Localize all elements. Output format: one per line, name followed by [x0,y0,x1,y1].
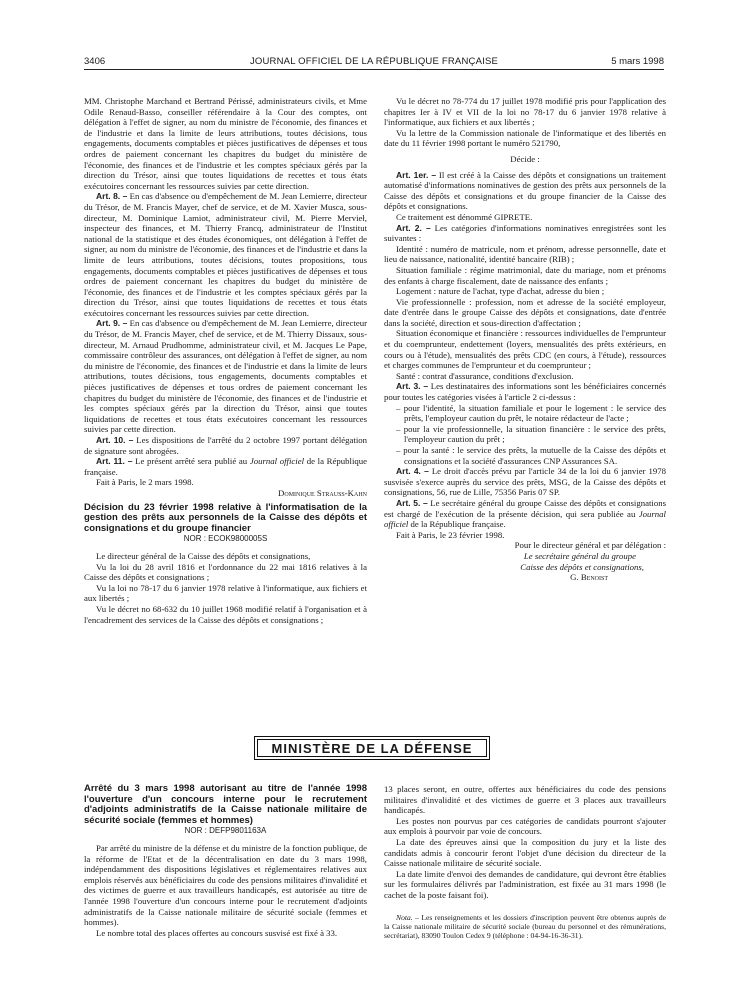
article-label: Art. 10. – [96,435,134,445]
article-3 [384,381,666,402]
ministry-heading: MINISTÈRE DE LA DÉFENSE [254,736,490,760]
paragraph: Vu la loi du 28 avril 1816 et l'ordonnance du 22 mai 1816 relatives à la Caisse des dépôts et consignations ; [84,561,367,583]
paragraph: Les postes non pourvus par ces catégories de candidats pourront s'ajouter aux emplois à pourvoir par voie de concours. [384,815,666,837]
signature-line: Caisse des dépôts et consignations, [520,561,644,572]
list-item: Vie professionnelle : profession, nom et adresse de la société employeur, date d'entrée dans le groupe Caisse des dépôts et consignations, date d'entrée dans la société, direction et sous-direction d'affectation ; [384,296,666,328]
list-item: Santé : contrat d'assurance, conditions d'exclusion. [396,370,574,381]
done-at: Fait à Paris, le 2 mars 1998. [96,477,194,488]
article-label: Art. 3. – [396,381,429,392]
decision-title: Décision du 23 février 1998 relative à l'informatisation de la gestion des prêts aux personnels de la Caisse des dépôts et consignations et du groupe financier [84,501,367,534]
signature-line: Le secrétaire général du groupe [523,550,636,561]
list-item: – pour la vie professionnelle, la situation financière : le service des prêts, l'employeur caution du prêt ; [396,423,666,445]
paragraph: 13 places seront, en outre, offertes aux bénéficiaires du code des pensions militaires d'invalidité et des victimes de guerre et 3 places aux travailleurs handicapés. [384,784,666,816]
article-10 [84,435,367,456]
paragraph: Vu le décret no 68-632 du 10 juillet 1968 modifié relatif à l'organisation et à l'encadrement des services de la Caisse des dépôts et consignations ; [84,603,367,625]
journal-name: Journal officiel [249,456,305,467]
list-item: – pour la santé : le service des prêts, la mutuelle de la Caisse des dépôts et consignations et la société d'assurances CNP Assurances SA. [396,445,666,466]
article-text: Les destinataires des informations sont les bénéficiaires concernés pour toutes les catégories visées à l'article 2 ci-dessus : [384,381,666,403]
list-item: Situation économique et financière : ressources individuelles de l'emprunteur et du coemprunteur, endettement (loyers, mensualités des prêts extérieurs, en cours ou à l'étude), mensualités des prêts CDC (en cours, à l'étude), ressources et charges communes de l'emprunteur et du coemprunteur ; [384,328,666,371]
article-label: Art. 4. – [396,466,429,477]
article-label: Art. 9. – [96,318,128,329]
article-text: Le présent arrêté sera publié au [132,456,250,467]
article-text: Il est créé à la Caisse des dépôts et consignations un traitement automatisé d'informations nominatives de gestion des prêts aux personnels de la Caisse des dépôts et consignations et du groupe financier de la Caisse des dépôts et consignations. [384,169,666,212]
left-column-bottom [84,784,367,938]
issue-date: 5 mars 1998 [611,56,664,67]
paragraph: Vu le décret no 78-774 du 17 juillet 1978 modifié pris pour l'application des chapitres Ier à IV et VII de la loi no 78-17 du 6 janvier 1978 relative à l'informatique, aux fichiers et aux libertés ; [384,96,666,128]
paragraph: MM. Christophe Marchand et Bertrand Périssé, administrateurs civils, et Mme Odile Renaud-Basso, conseiller référendaire à la Cour des comptes, ont délégation à l'effet de signer, au nom du ministre de l'économie, des finances et de l'industrie et dans la limite de leurs attributions, toutes décisions, tous engagements, documents comptables et pièces justificatives de dépenses et tous ordres de paiement concernant les chapitres du budget du ministère de l'économie, des finances et de l'industrie et les comptes spéciaux gérés par la direction du Trésor, ainsi que toutes liquidations de recettes et tous états exécutoires concernant les ressources suivies par cette direction. [84,96,367,191]
article-label: Art. 2. – [396,222,431,233]
list-item: – pour l'identité, la situation familiale et pour le logement : le service des prêts, l'employeur caution du prêt, le notaire rédacteur de l'acte ; [396,402,666,424]
article-text: Le secrétaire général du groupe Caisse des dépôts et consignations est chargé de l'exécution de la présente décision, qui sera publiée au [384,497,666,519]
nor-reference: NOR : DEFP9801163A [184,826,267,836]
paragraph: Ce traitement est dénommé GIPRETE. [396,211,533,222]
decide: Décide : [510,153,540,164]
paragraph: Le directeur général de la Caisse des dépôts et consignations, [96,550,311,561]
journal-title: JOURNAL OFFICIEL DE LA RÉPUBLIQUE FRANÇAISE [249,56,499,67]
paragraph: Le nombre total des places offertes au concours susvisé est fixé à 33. [96,927,338,938]
nor-reference: NOR : ECOK9800005S [183,534,268,544]
signature-line: Pour le directeur général et par délégation : [514,540,666,551]
article-5 [384,498,666,530]
article-text: de la République française. [84,456,368,477]
page-number: 3406 [84,56,106,67]
article-4 [384,466,666,498]
article-8 [84,191,367,318]
article-text: En cas d'absence ou d'empêchement de M. Jean Lemierre, directeur du Trésor, de M. Francis Mayer, chef de service, et de M. Thierry Dissaux, sous-directeur, M. Arnaud Prudhomme, administrateur civil, et M. Jacques Le Pape, commissaire contrôleur des assurances, ont délégation à l'effet de signer, au nom du ministre de l'économie, des finances et de l'industrie et dans la limite de leurs attributions, toutes décisions, tous engagements, documents comptables et pièces justificatives de dépenses et tous ordres de paiement concernant les chapitres du budget du ministère de l'économie, des finances et de l'industrie et les comptes spéciaux gérés par la direction du Trésor, ainsi que toutes liquidations de recettes et tous états exécutoires concernant les ressources suivies par cette direction. [84,318,368,435]
right-column-top [384,96,666,583]
article-text: Le droit d'accès prévu par l'article 34 de la loi du 6 janvier 1978 susvisée s'exerce auprès du service des prêts, MSG, de la Caisse des dépôts et consignations, 56, rue de Lille, 75356 Paris 07 SP. [384,466,666,498]
paragraph: La date limite d'envoi des demandes de candidature, qui devront être établies sur les formulaires délivrés par l'administration, est fixée au 31 mars 1998 (le cachet de la poste faisant foi). [384,868,666,900]
article-label: Art. 1er. – [396,169,437,180]
list-item: Identité : numéro de matricule, nom et prénom, adresse personnelle, date et lieu de naissance, nationalité, identité bancaire (RIB) ; [384,243,666,265]
article-label: Art. 8. – [96,191,128,202]
nota [384,913,666,941]
arrete-title: Arrêté du 3 mars 1998 autorisant au titre de l'année 1998 l'ouverture d'un concours interne pour le recrutement d'adjoints administratifs de la Caisse nationale militaire de sécurité sociale (femmes et hommes) [84,783,367,826]
list-item: Situation familiale : régime matrimonial, date du mariage, nom et prénoms des enfants à charge fiscalement, date de naissance des enfants ; [384,264,666,286]
article-label: Art. 5. – [396,497,428,508]
article-1 [384,170,666,212]
article-text: de la République française. [408,519,506,530]
signature: G. Benoist [570,572,608,583]
done-at: Fait à Paris, le 23 février 1998. [396,529,505,540]
paragraph: La date des épreuves ainsi que la composition du jury et la liste des candidats admis à concourir feront l'objet d'une décision du directeur de la Caisse nationale militaire de sécurité sociale. [384,836,666,869]
journal-name: Journal officiel [384,508,666,530]
article-text: Les catégories d'informations nominatives enregistrées sont les suivantes : [384,222,666,244]
article-text: Les dispositions de l'arrêté du 2 octobre 1997 portant délégation de signature sont abrogées. [84,435,368,456]
header-rule [84,69,664,70]
article-11 [84,456,367,477]
signature: Dominique Strauss-Kahn [278,487,367,498]
article-2 [384,223,666,244]
paragraph: Vu la lettre de la Commission nationale de l'informatique et des libertés en date du 11 février 1998 portant le numéro 521790, [384,127,666,149]
left-column-top [84,96,367,625]
nota-label: Nota. [396,912,413,922]
paragraph: Vu la loi no 78-17 du 6 janvier 1978 relative à l'informatique, aux fichiers et aux libertés ; [84,582,367,604]
article-9 [84,318,367,435]
nota-text: – Les renseignements et les dossiers d'inscription peuvent être obtenus auprès de la Caisse nationale militaire de sécurité sociale (bureau du personnel et des rémunérations, secrétariat), 83090 Toulon Cedex 9 (téléphone : 04-94-16-36-31). [384,912,666,940]
right-column-bottom [384,784,666,940]
article-text: En cas d'absence ou d'empêchement de M. Jean Lemierre, directeur du Trésor, de M. Francis Mayer, chef de service, et de M. Xavier Musca, sous-directeur, M. Dominique Lamiot, administrateur civil, M. Pierre Mervieł, inspecteur des finances, et M. Thierry Francq, administrateur de l'Institut national de la statistique et des études économiques, ont délégation à l'effet de signer, au nom du ministre de l'économie, des finances et de l'industrie et dans la limite de leurs attributions, toutes décisions, toutes propositions, tous engagements, documents comptables et pièces justificatives de dépenses et tous ordres de paiement concernant les chapitres du budget du ministère de l'économie, des finances et de l'industrie et les comptes spéciaux gérés par la direction du Trésor, ainsi que toutes liquidations de recettes et tous états exécutoires concernant les ressources suivies par cette direction. [84,191,368,318]
article-label: Art. 11. – [96,456,133,467]
list-item: Logement : nature de l'achat, type d'achat, adresse du bien ; [396,286,605,297]
paragraph: Par arrêté du ministre de la défense et du ministre de la fonction publique, de la réforme de l'Etat et de la décentralisation en date du 3 mars 1998, indépendamment des dispositions législatives et réglementaires relatives aux emplois réservés aux bénéficiaires du code des pensions militaires d'invalidité et des victimes de guerre et aux travailleurs handicapés, est autorisée au titre de l'année 1998 l'ouverture d'un concours interne pour le recrutement d'adjoints administratifs de la Caisse nationale militaire de sécurité sociale (femmes et hommes). [84,842,367,928]
